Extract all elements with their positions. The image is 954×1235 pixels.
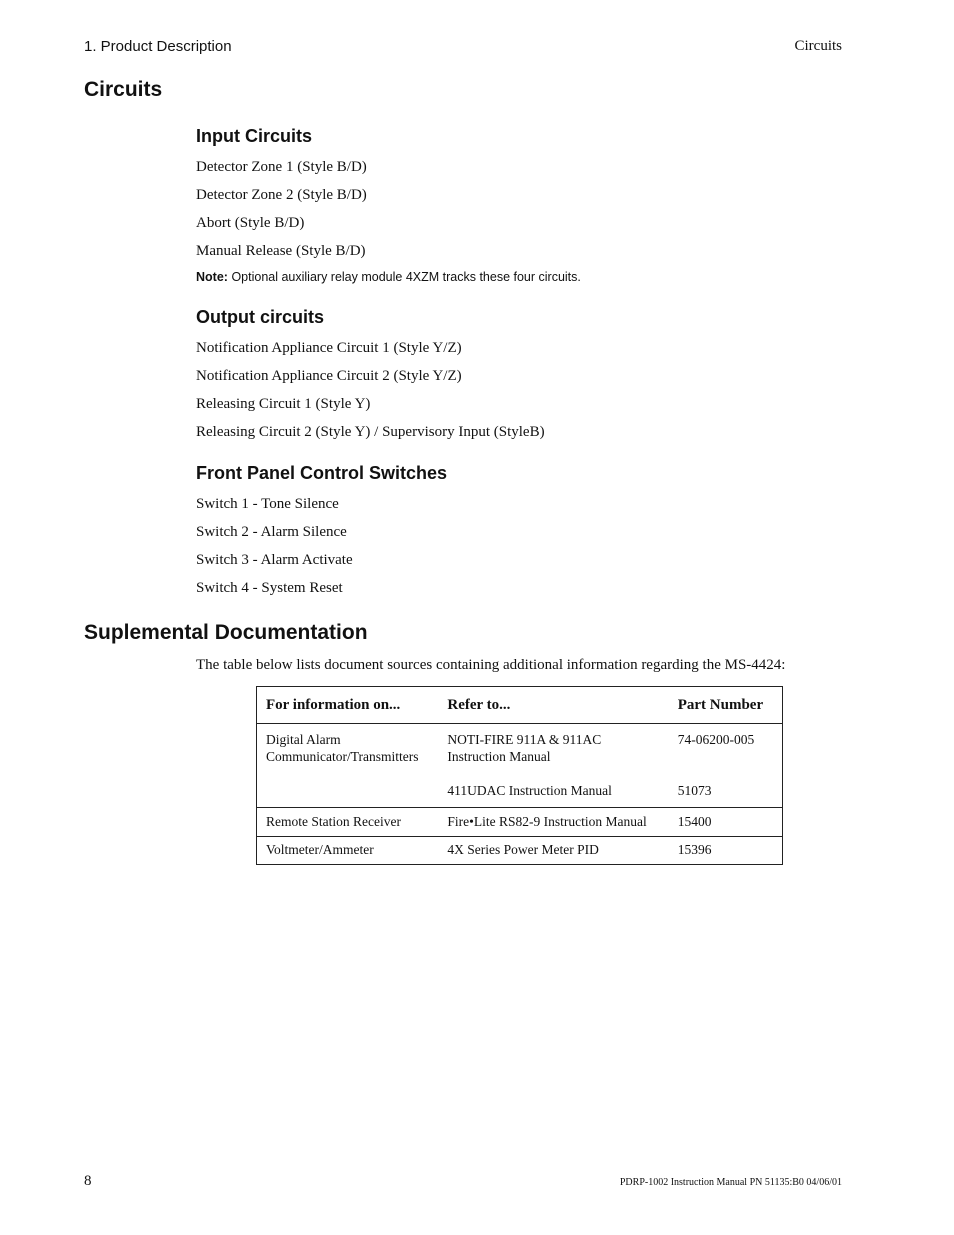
output-circuits-heading: Output circuits xyxy=(196,307,325,327)
table-cell-topic xyxy=(257,724,439,808)
part-number: 51073 xyxy=(677,783,712,798)
input-circuit-item: Abort (Style B/D) xyxy=(196,215,305,231)
table-row xyxy=(257,724,783,808)
topic-line: Communicator/Transmitters xyxy=(266,749,419,764)
reference-line: Instruction Manual xyxy=(447,749,551,764)
switch-item: Switch 1 - Tone Silence xyxy=(196,496,339,512)
switches-heading: Front Panel Control Switches xyxy=(196,463,448,483)
switch-item: Switch 4 - System Reset xyxy=(196,580,343,596)
input-circuit-item: Detector Zone 1 (Style B/D) xyxy=(196,159,367,175)
supplemental-intro: The table below lists document sources containing additional information regarding the MS-4424: xyxy=(196,657,786,673)
table-cell-part-number: 15396 xyxy=(677,842,712,857)
table-header-row xyxy=(257,687,783,724)
table-cell-reference: Fire•Lite RS82-9 Instruction Manual xyxy=(438,808,668,837)
documentation-table xyxy=(256,686,783,865)
table-cell-reference: 4X Series Power Meter PID xyxy=(447,842,599,857)
table-header-topic: For information on... xyxy=(257,687,439,724)
table-row xyxy=(257,808,783,837)
input-circuit-item: Manual Release (Style B/D) xyxy=(196,243,366,259)
note-label: Note: xyxy=(196,270,228,284)
input-circuits-note xyxy=(196,270,581,284)
supplemental-heading: Suplemental Documentation xyxy=(84,621,368,644)
running-header-section: Circuits xyxy=(794,38,842,54)
input-circuit-item: Detector Zone 2 (Style B/D) xyxy=(196,187,367,203)
output-circuit-item: Notification Appliance Circuit 1 (Style Y/Z) xyxy=(196,340,462,356)
output-circuit-item: Releasing Circuit 1 (Style Y) xyxy=(196,396,371,412)
table-header-part-number: Part Number xyxy=(669,687,783,724)
table-row xyxy=(257,837,783,865)
switch-item: Switch 3 - Alarm Activate xyxy=(196,552,353,568)
part-number: 74-06200-005 xyxy=(677,732,755,747)
page-number: 8 xyxy=(84,1173,92,1189)
table-header-reference: Refer to... xyxy=(438,687,668,724)
input-circuits-heading: Input Circuits xyxy=(196,126,312,146)
running-header-chapter: 1. Product Description xyxy=(84,38,232,55)
note-text: Optional auxiliary relay module 4XZM tracks these four circuits. xyxy=(231,270,581,284)
table-cell-part-number: 15400 xyxy=(669,808,783,837)
reference-line: 411UDAC Instruction Manual xyxy=(447,783,612,798)
topic-line: Digital Alarm xyxy=(266,732,341,747)
footer-document-id: PDRP-1002 Instruction Manual PN 51135:B0 04/06/01 xyxy=(619,1177,842,1188)
switch-item: Switch 2 - Alarm Silence xyxy=(196,524,347,540)
reference-line: NOTI-FIRE 911A & 911AC xyxy=(447,732,602,747)
output-circuit-item: Notification Appliance Circuit 2 (Style Y/Z) xyxy=(196,368,462,384)
output-circuit-item: Releasing Circuit 2 (Style Y) / Supervisory Input (StyleB) xyxy=(196,424,545,440)
table-cell-part-number xyxy=(669,724,783,808)
circuits-heading: Circuits xyxy=(84,78,163,101)
table-cell-topic: Remote Station Receiver xyxy=(257,808,439,837)
table-cell-topic: Voltmeter/Ammeter xyxy=(266,842,374,857)
table-cell-reference xyxy=(438,724,668,808)
